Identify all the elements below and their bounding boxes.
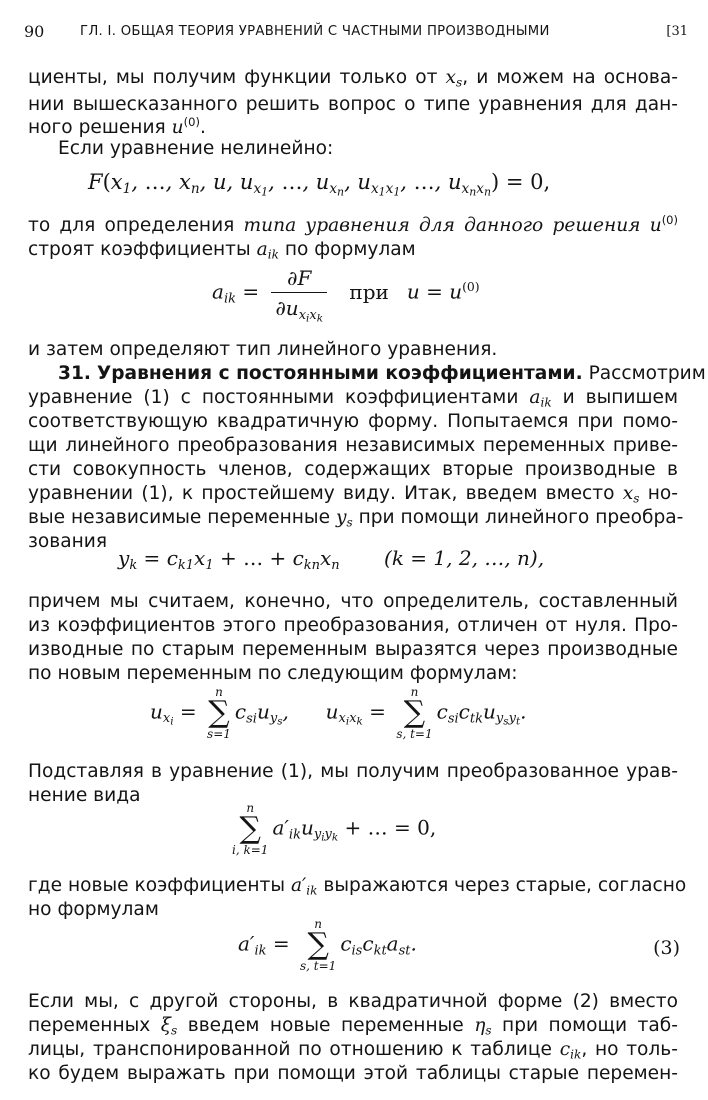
equation-3: $a'_{ik}$ = n ∑ s, t=1 $c_{is}c_{kt}a_{st}$. bbox=[238, 917, 417, 973]
sum-sign: n ∑ s=1 bbox=[207, 685, 231, 741]
text-line: то для определения типа уравнения для данного решения $u^{(0)}$ bbox=[28, 213, 678, 236]
running-header bbox=[24, 20, 688, 46]
text-line: по новым переменным по следующим формулам: bbox=[28, 663, 518, 684]
text-line: но формулам bbox=[28, 899, 159, 920]
text-line: строят коэффициенты $a_{ik}$ по формулам bbox=[28, 239, 416, 262]
text-line: соответствующую квадратичную форму. Попытаемся при помо- bbox=[28, 411, 678, 432]
text-line: циенты, мы получим функции только от $x_s$, и можем на основа- bbox=[28, 67, 678, 90]
text-line: изводные по старым переменным выразятся через производные bbox=[28, 639, 678, 660]
equation-nonlinear: $F(x_1$, …, $x_n$, u, $u_{x_1}$, …, $u_{x_n}$, $u_{x_1x_1}$, …, $u_{x_nx_n}) = 0$, bbox=[88, 170, 551, 199]
text-line: Если уравнение нелинейно: bbox=[58, 138, 334, 159]
equation-derivatives: $u_{x_i}$ = n ∑ s=1 $c_{si}u_{y_s}$, $u_{x_ix_k}$ = n ∑ s, t=1 $c_{si}c_{tk}u_{y_sy_t}$. bbox=[150, 685, 527, 741]
equation-transformed: n ∑ i, k=1 $a'_{ik}u_{y_iy_k}$ + … = 0, bbox=[232, 801, 437, 857]
text-line: и затем определяют тип линейного уравнения. bbox=[28, 339, 498, 360]
text-line: уравнение (1) с постоянными коэффициентами $a_{ik}$ и выпишем bbox=[28, 387, 678, 410]
text-line: зования bbox=[28, 531, 108, 552]
text-line: ного решения $u^{(0)}$. bbox=[28, 115, 206, 138]
sum-sign: n ∑ s, t=1 bbox=[396, 685, 433, 741]
text-line: сти совокупность членов, содержащих вторые производные в bbox=[28, 459, 678, 480]
sum-sign: n ∑ s, t=1 bbox=[300, 917, 337, 973]
text-line: где новые коэффициенты $a'_{ik}$ выражаются через старые, согласно bbox=[28, 875, 687, 898]
text-line: лицы, транспонированной по отношению к таблице $c_{ik}$, но толь- bbox=[28, 1039, 678, 1062]
text-line: щи линейного преобразования независимых переменных приве- bbox=[28, 435, 678, 456]
fraction: $\frac{\partial F}{\partial u_{x_ix_k}}$ bbox=[271, 266, 327, 320]
text-line: причем мы считаем, конечно, что определитель, составленный bbox=[28, 591, 678, 612]
equation-number: (3) bbox=[653, 937, 680, 959]
text-line: Подставляя в уравнение (1), мы получим преобразованное урав- bbox=[28, 761, 678, 782]
text-line: переменных $\xi_s$ введем новые переменные $\eta_s$ при помощи таб- bbox=[28, 1015, 678, 1038]
text-line: вые независимые переменные $y_s$ при помощи линейного преобра- bbox=[28, 507, 684, 530]
text-line: нии вышесказанного решить вопрос о типе уравнения для дан- bbox=[28, 94, 678, 115]
page-number: 90 bbox=[24, 22, 45, 41]
text-line: уравнении (1), к простейшему виду. Итак, введем вместо $x_s$ но- bbox=[28, 483, 678, 506]
text-line: нение вида bbox=[28, 785, 141, 806]
equation-coefficients: $a_{ik}$ = $\frac{\partial F}{\partial u_{x_ix_k}}$ при $u = u^{(0)}$ bbox=[212, 266, 480, 325]
sum-sign: n ∑ i, k=1 bbox=[232, 801, 269, 857]
text-line: Если мы, с другой стороны, в квадратичной форме (2) вместо bbox=[28, 991, 678, 1012]
running-title: ГЛ. I. ОБЩАЯ ТЕОРИЯ УРАВНЕНИЙ С ЧАСТНЫМИ ПРОИЗВОДНЫМИ bbox=[80, 24, 550, 39]
text-line: ко будем выражать при помощи этой таблицы старые перемен- bbox=[28, 1063, 678, 1084]
section-31-heading: 31. Уравнения с постоянными коэффициентами. Рассмотрим bbox=[58, 363, 706, 384]
section-reference: [31 bbox=[666, 24, 688, 39]
equation-linear-transform: $y_k = c_{k1}x_1$ + … + $c_{kn}x_n$ (k = 1, 2, …, n), bbox=[118, 546, 545, 573]
text-line: из коэффициентов этого преобразования, отличен от нуля. Про- bbox=[28, 615, 678, 636]
